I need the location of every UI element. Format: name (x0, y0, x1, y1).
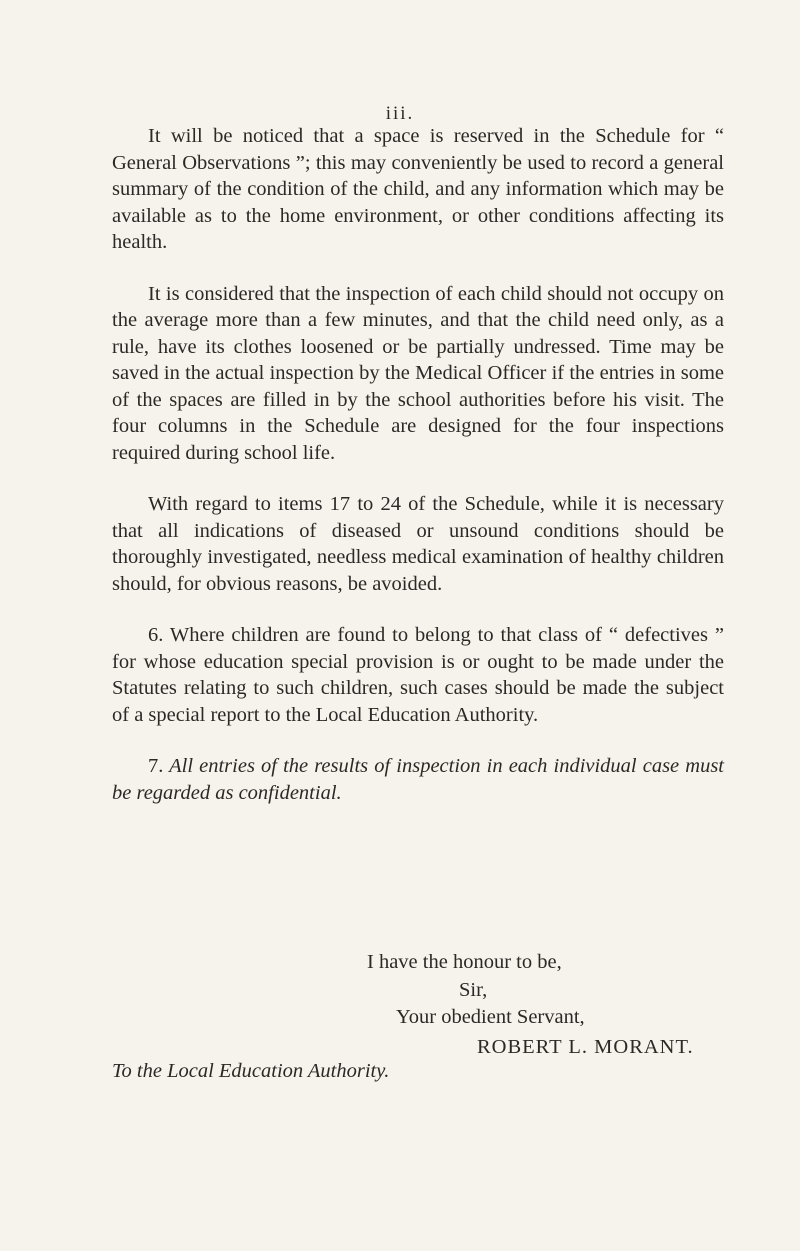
paragraph-items-17-24: With regard to items 17 to 24 of the Schedule, while it is necessary that all indications of diseased or unsound conditions should be thoroughly investigated, needless medical examination of healthy children should, for obvious reasons, be avoided. (112, 493, 724, 595)
letter-body (112, 123, 724, 831)
page-number: iii. (385, 103, 415, 124)
paragraph-6-defectives: 6. Where children are found to belong to that class of “ defectives ” for whose education special provision is or ought to be made under the Statutes relating to such children, such cases should be made the subject of a special report to the Local Education Authority. (112, 624, 724, 726)
paragraph-7-number: 7. (148, 755, 164, 777)
closing-sir: Sir, (459, 979, 488, 1001)
paragraph-general-observations: It will be noticed that a space is reserved in the Schedule for “ General Observations ”; this may conveniently be used to record a general summary of the condition of the child, and any information which may be available as to the home environment, or other conditions affecting its health. (112, 125, 724, 253)
paragraph-7-text: All entries of the results of inspection in each individual case must be regarded as confidential. (112, 755, 724, 804)
addressee: To the Local Education Authority. (112, 1060, 390, 1082)
closing-servant: Your obedient Servant, (396, 1006, 585, 1028)
closing-honour: I have the honour to be, (367, 951, 562, 973)
paragraph-7-confidential (112, 753, 724, 806)
signature: ROBERT L. MORANT. (477, 1036, 694, 1058)
paragraph-inspection-time: It is considered that the inspection of each child should not occupy on the average more than a few minutes, and that the child need only, as a rule, have its clothes loosened or be partially undressed. Time may be saved in the actual inspection by the Medical Officer if the entries in some of the spaces are filled in by the school authorities before his visit. The four columns in the Schedule are designed for the four inspections required during school life. (112, 282, 724, 464)
